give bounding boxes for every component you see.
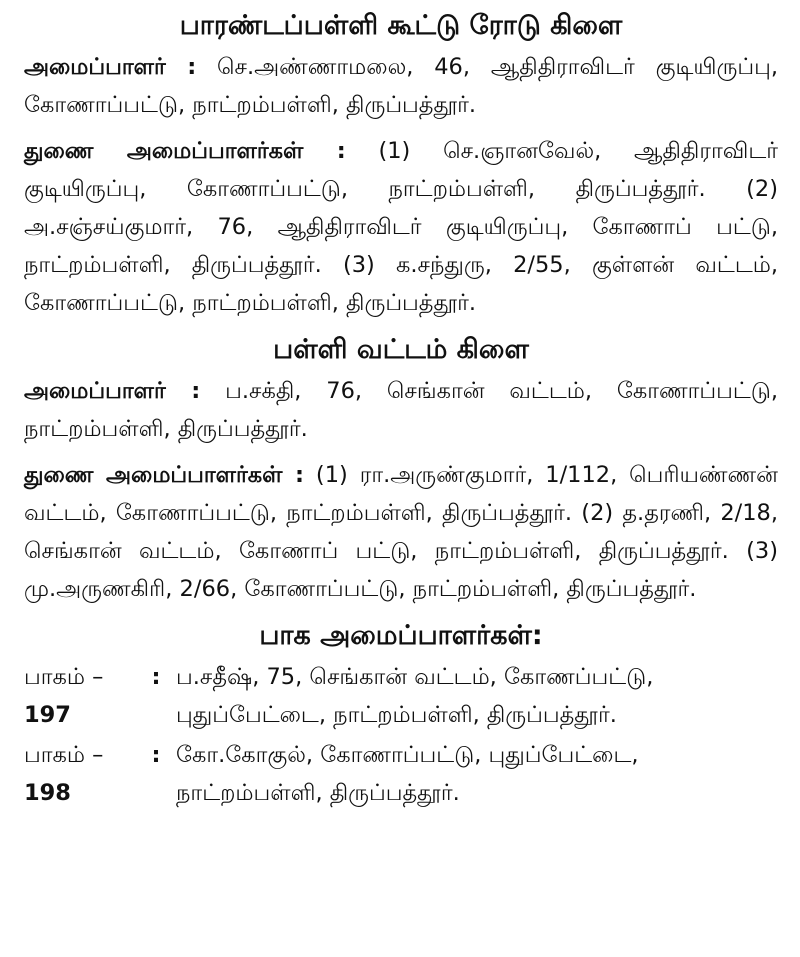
organizer-paragraph xyxy=(24,372,778,448)
deputy-paragraph xyxy=(24,456,778,608)
booth-label: பாகம் – 197 xyxy=(24,664,104,728)
section-booth-organizers xyxy=(24,616,778,812)
section-title: பள்ளி வட்டம் கிளை xyxy=(273,334,529,365)
booth-label: பாகம் – 198 xyxy=(24,742,104,806)
organizer-label: அமைப்பாளர் : xyxy=(24,378,201,404)
organizer-label: அமைப்பாளர் : xyxy=(24,54,197,80)
booth-text: கோ.கோகுல், கோணாப்பட்டு, புதுப்பேட்டை, நாட்றம்பள்ளி, திருப்பத்தூர். xyxy=(176,742,639,806)
deputy-label: துணை அமைப்பாளர்கள் : xyxy=(24,138,346,164)
booth-text: ப.சதீஷ், 75, செங்கான் வட்டம், கோணப்பட்டு, புதுப்பேட்டை, நாட்றம்பள்ளி, திருப்பத்தூர். xyxy=(176,664,654,728)
section-palli-vattam xyxy=(24,330,778,608)
organizer-paragraph xyxy=(24,48,778,124)
booth-separator: : xyxy=(151,664,161,690)
section-title: பாக அமைப்பாளர்கள்: xyxy=(259,620,543,651)
booth-separator: : xyxy=(151,742,161,768)
booth-number: 197 xyxy=(24,702,71,728)
deputy-text: (1) ரா.அருண்குமார், 1/112, பெரியண்ணன் வட்டம், கோணாப்பட்டு, நாட்றம்பள்ளி, திருப்பத்தூர். (2) த.தரணி, 2/18, செங்கான் வட்டம், கோணாப் பட்டு, நாட்றம்பள்ளி, திருப்பத்தூர். (3) மு.அருணகிரி, 2/66, கோணாப்பட்டு, நாட்றம்பள்ளி, திருப்பத்தூர். xyxy=(24,462,778,602)
section-parandapalli xyxy=(24,6,778,322)
organizer-text: ப.சக்தி, 76, செங்கான் வட்டம், கோணாப்பட்டு, நாட்றம்பள்ளி, திருப்பத்தூர். xyxy=(24,378,778,442)
deputy-label: துணை அமைப்பாளர்கள் : xyxy=(24,462,305,488)
organizer-text: செ.அண்ணாமலை, 46, ஆதிதிராவிடர் குடியிருப்பு, கோணாப்பட்டு, நாட்றம்பள்ளி, திருப்பத்தூர். xyxy=(24,54,778,118)
booth-entry xyxy=(24,736,778,812)
deputy-paragraph xyxy=(24,132,778,322)
deputy-text: (1) செ.ஞானவேல், ஆதிதிராவிடர் குடியிருப்பு, கோணாப்பட்டு, நாட்றம்பள்ளி, திருப்பத்தூர். (2) அ.சஞ்சய்குமார், 76, ஆதிதிராவிடர் குடியிருப்பு, கோணாப் பட்டு, நாட்றம்பள்ளி, திருப்பத்தூர். (3) க.சந்துரு, 2/55, குள்ளன் வட்டம், கோணாப்பட்டு, நாட்றம்பள்ளி, திருப்பத்தூர். xyxy=(24,138,778,316)
booth-entry xyxy=(24,658,778,734)
section-title: பாரண்டப்பள்ளி கூட்டு ரோடு கிளை xyxy=(179,10,623,41)
booth-number: 198 xyxy=(24,780,71,806)
